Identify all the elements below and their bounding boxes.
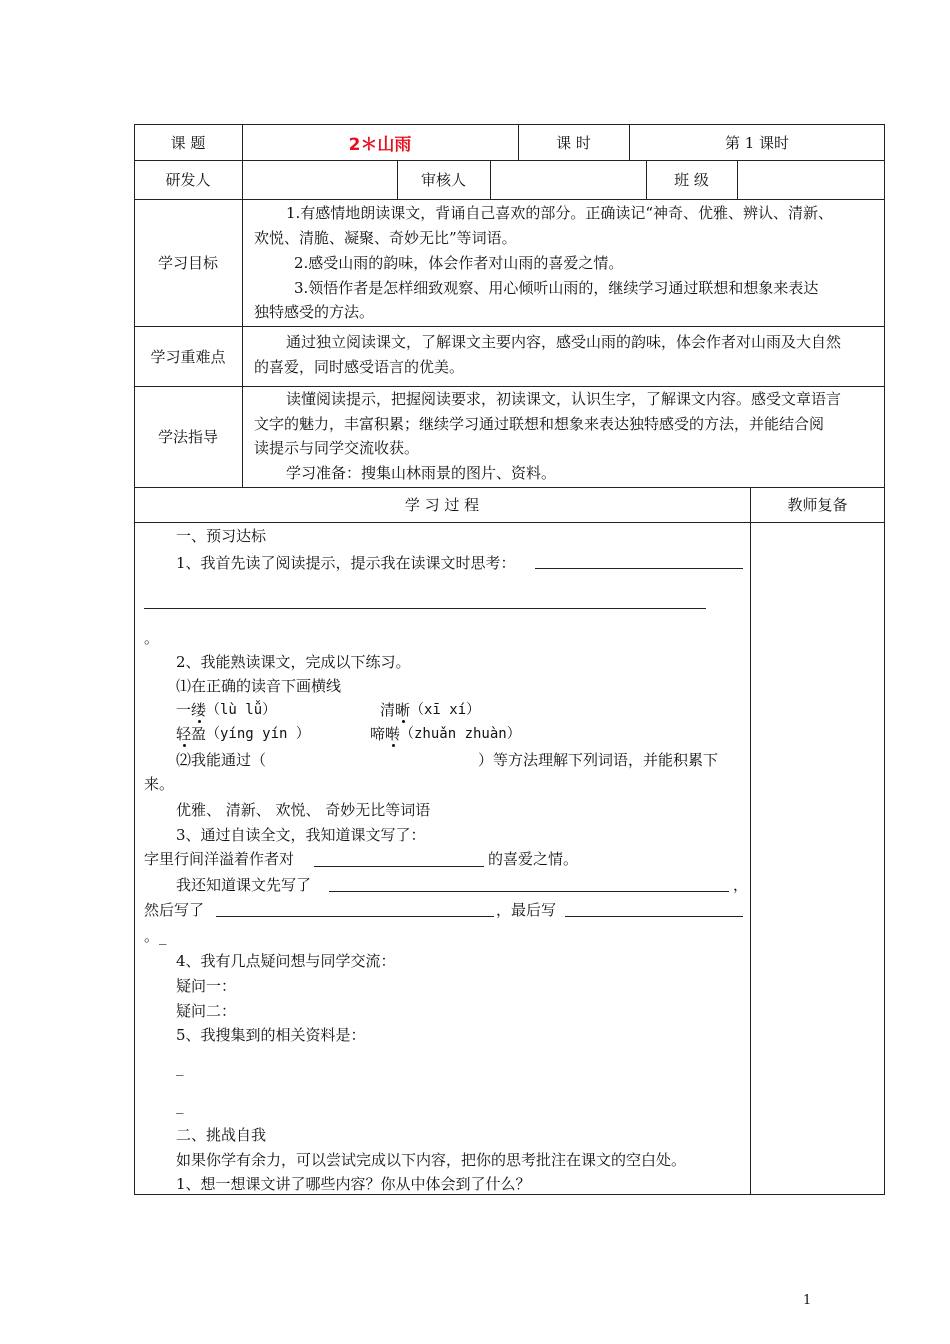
goals-label: 学习目标 (157, 254, 218, 272)
pinyin-tizhuan: （zhuǎn zhuàn） (400, 726, 521, 742)
goals-line: 1.有感情地朗读课文，背诵自己喜欢的部分。正确读记“神奇、优雅、辨认、清新、 (286, 204, 833, 222)
question-2a: ⑴在正确的读音下画横线 (176, 677, 342, 695)
row-divider (134, 522, 885, 523)
question-2b-end: ）等方法理解下列词语，并能积累下 (478, 751, 719, 769)
word-qingxi: 清晰 (380, 701, 411, 719)
question-3: 3、通过自读全文，我知道课文写了： (176, 826, 426, 844)
class-label: 班 级 (674, 171, 709, 189)
section-title-2: 二、挑战自我 (176, 1126, 267, 1144)
pinyin-yilv: （lù lǚ） (206, 702, 277, 718)
teacher-notes-header: 教师复备 (787, 496, 848, 514)
question-4: 4、我有几点疑问想与同学交流： (176, 952, 396, 970)
lesson-title: 2＊山雨 (348, 134, 412, 155)
goals-line: 欢悦、清脆、凝聚、奇妙无比”等词语。 (254, 229, 517, 247)
pinyin-qingxi: （xī xí） (410, 702, 481, 718)
answer-blank[interactable] (535, 568, 743, 569)
reviewer-label: 审核人 (420, 171, 466, 189)
key-line: 通过独立阅读课文，了解课文主要内容，感受山雨的韵味，体会作者对山雨及大自然 (286, 333, 842, 351)
period-mark: 。 (144, 629, 160, 647)
question-3a-end: 的喜爱之情。 (488, 850, 579, 868)
section-2-question-1: 1、想一想课文讲了哪些内容？你从中体会到了什么？ (176, 1175, 531, 1193)
pinyin-qingying: （yíng yín ） (206, 726, 310, 742)
key-label: 学习重难点 (150, 347, 226, 366)
row-divider (134, 199, 885, 200)
word-qingying: 轻盈 (176, 725, 207, 743)
row-divider (134, 386, 885, 387)
col-divider (242, 199, 243, 487)
section-title: 一、预习达标 (176, 527, 267, 545)
emphasis-dot (183, 744, 186, 747)
developer-value[interactable] (242, 160, 397, 199)
period-label: 课 时 (556, 133, 591, 152)
word-yilv: 一缕 (176, 701, 207, 719)
comma-mark: ， (733, 876, 749, 894)
answer-blank[interactable] (565, 916, 743, 917)
col-divider (750, 487, 751, 1195)
section-2-intro: 如果你学有余力，可以尝试完成以下内容，把你的思考批注在课文的空白处。 (176, 1151, 687, 1169)
question-5: 5、我搜集到的相关资料是： (176, 1026, 366, 1044)
doubt-1: 疑问一： (176, 977, 237, 995)
question-2: 2、我能熟读课文，完成以下练习。 (176, 653, 411, 671)
process-header: 学 习 过 程 (404, 496, 480, 514)
emphasis-dot (392, 744, 395, 747)
question-3c: 然后写了 (144, 901, 205, 919)
question-3b: 我还知道课文先写了 (176, 876, 312, 894)
word-list: 优雅、 清新、 欢悦、 奇妙无比等词语 (176, 801, 431, 819)
goals-line: 3.领悟作者是怎样细致观察、用心倾听山雨的，继续学习通过联想和想象来表达 (294, 279, 819, 297)
question-3c-mid: ，最后写 (496, 901, 557, 919)
dash-mark: _ (176, 1058, 184, 1076)
method-line: 读提示与同学交流收获。 (254, 439, 420, 457)
method-line: 读懂阅读提示，把握阅读要求，初读课文，认识生字，了解课文内容。感受文章语言 (286, 390, 842, 408)
period-value: 第 1 课时 (724, 133, 790, 152)
method-line: 学习准备：搜集山林雨景的图片、资料。 (286, 464, 557, 482)
answer-blank[interactable] (314, 866, 484, 867)
answer-blank[interactable] (144, 608, 706, 609)
lesson-title-label: 课 题 (170, 133, 206, 152)
key-line: 的喜爱，同时感受语言的优美。 (254, 358, 465, 376)
question-1: 1、我首先读了阅读提示，提示我在读课文时思考： (176, 554, 516, 572)
row-divider (134, 326, 885, 327)
answer-blank[interactable] (216, 916, 494, 917)
goals-line: 2.感受山雨的韵味，体会作者对山雨的喜爱之情。 (294, 254, 624, 272)
answer-blank[interactable] (329, 891, 729, 892)
goals-line: 独特感受的方法。 (254, 303, 375, 321)
dash-mark: _ (176, 1096, 184, 1114)
question-3a: 字里行间洋溢着作者对 (144, 850, 295, 868)
method-label: 学法指导 (157, 428, 218, 446)
class-value[interactable] (737, 160, 885, 199)
word-tizhuan: 啼啭 (370, 725, 401, 743)
question-2b-cont: 来。 (144, 775, 175, 793)
method-line: 文字的魅力，丰富积累；继续学习通过联想和想象来表达独特感受的方法，并能结合阅 (254, 415, 825, 433)
question-2b: ⑵我能通过（ (176, 751, 267, 769)
reviewer-value[interactable] (490, 160, 646, 199)
doubt-2: 疑问二： (176, 1002, 237, 1020)
page-number: 1 (803, 1293, 812, 1308)
developer-label: 研发人 (165, 171, 211, 189)
question-3c-end: 。_ (144, 927, 167, 945)
